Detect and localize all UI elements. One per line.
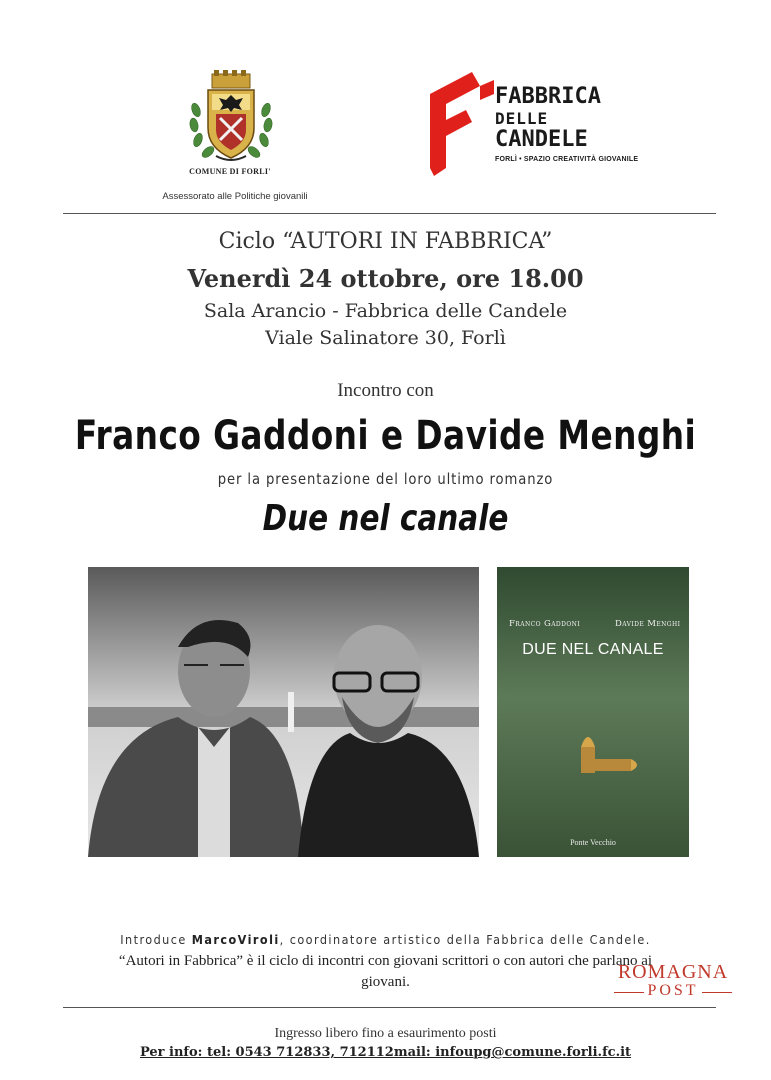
event-address: Viale Salinatore 30, Forlì — [265, 327, 506, 349]
bottom-divider — [63, 1007, 716, 1008]
presentation-line: per la presentazione del loro ultimo romanzo — [217, 470, 554, 488]
book-title: Due nel canale — [262, 498, 509, 539]
book-cover — [497, 567, 689, 857]
event-date: Venerdì 24 ottobre, ore 18.00 — [187, 264, 584, 293]
contact-info[interactable]: Per info: tel: 0543 712833, 712112mail: infoupg@comune.forli.fc.it — [139, 1045, 632, 1060]
assessorato-label: Assessorato alle Politiche giovanili — [162, 191, 308, 202]
introduction-line — [39, 932, 733, 947]
meeting-intro: Incontro con — [337, 380, 434, 401]
cover-title: DUE NEL CANALE — [522, 641, 664, 658]
entry-note: Ingresso libero fino a esaurimento posti — [274, 1026, 497, 1041]
comune-coat-of-arms — [186, 70, 276, 165]
fabbrica-title-line2: DELLE — [495, 109, 549, 128]
event-series: Ciclo “AUTORI IN FABBRICA” — [218, 229, 553, 254]
watermark-rule-left — [614, 992, 644, 993]
fabbrica-logo-mark — [428, 72, 496, 176]
watermark-line1: ROMAGNA — [617, 961, 729, 983]
authors-photo — [88, 567, 479, 857]
event-venue: Sala Arancio - Fabbrica delle Candele — [203, 300, 568, 322]
cover-publisher: Ponte Vecchio — [570, 838, 616, 847]
romagna-post-watermark — [606, 962, 740, 1000]
introduce-name: MarcoViroli — [191, 932, 280, 947]
fabbrica-title-line3: CANDELE — [495, 127, 588, 152]
cover-author-2: Davide Menghi — [615, 619, 681, 629]
cover-author-1: Franco Gaddoni — [509, 619, 581, 629]
fabbrica-title-line1: FABBRICA — [495, 84, 601, 109]
series-description: “Autori in Fabbrica” è il ciclo di incontri con giovani scrittori o con autori che parlano ai — [118, 953, 653, 969]
watermark-line2: POST — [647, 982, 699, 999]
watermark-rule-right — [702, 992, 732, 993]
series-description-end: giovani. — [361, 974, 410, 990]
top-divider — [63, 213, 716, 214]
fabbrica-subtitle: FORLÌ • SPAZIO CREATIVITÀ GIOVANILE — [495, 156, 639, 163]
introduce-prefix: Introduce — [120, 932, 192, 947]
authors-names: Franco Gaddoni e Davide Menghi — [74, 413, 697, 459]
comune-name: COMUNE DI FORLI' — [189, 167, 271, 176]
introduce-suffix: , coordinatore artistico della Fabbrica delle Candele. — [279, 932, 651, 947]
